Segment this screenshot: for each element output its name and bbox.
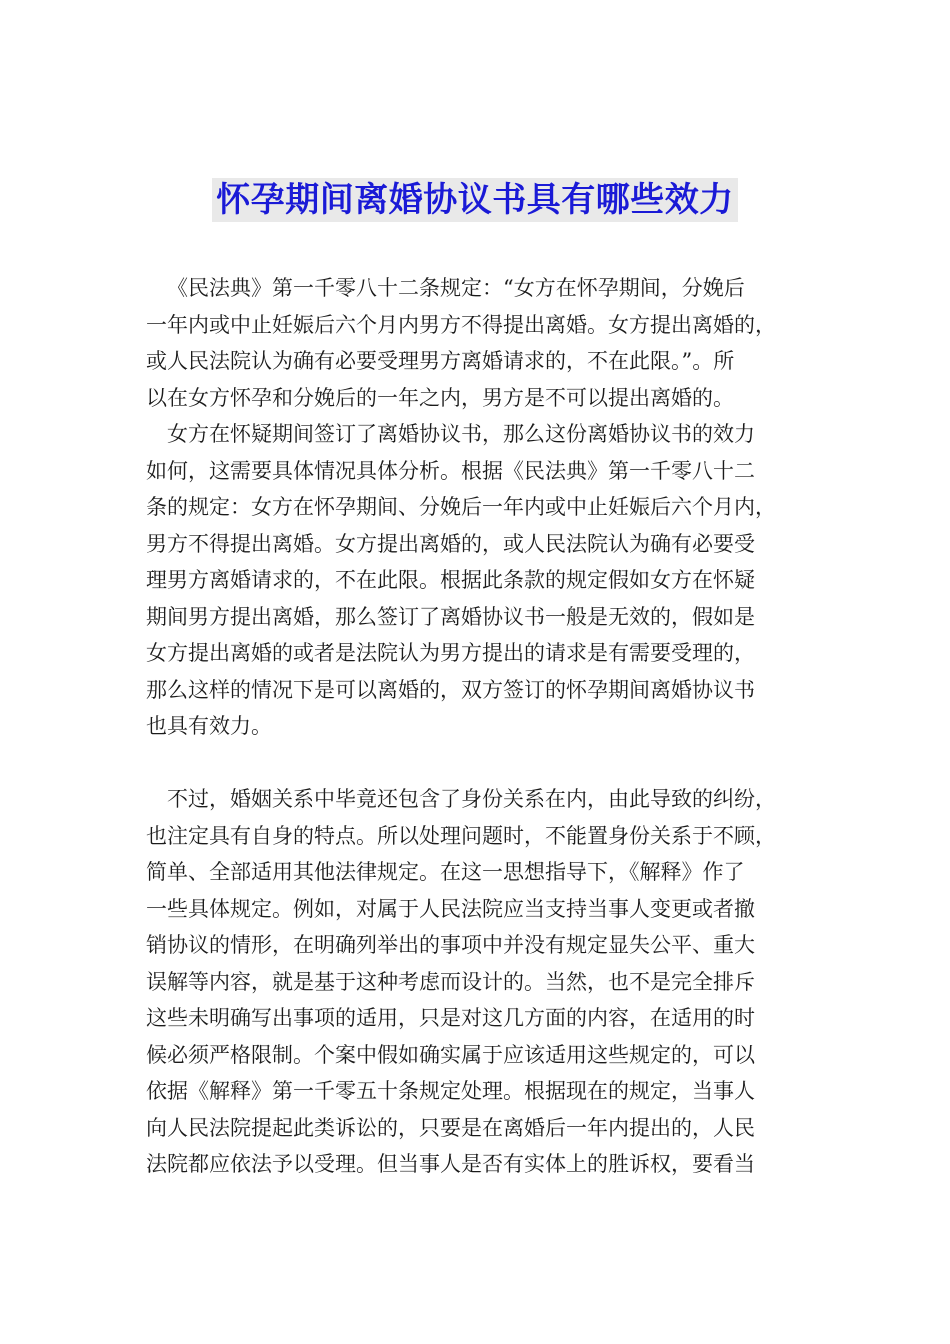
text-line: 期间男方提出离婚，那么签订了离婚协议书一般是无效的，假如是 xyxy=(146,604,755,629)
text-line: 女方提出离婚的或者是法院认为男方提出的请求是有需要受理的， xyxy=(146,641,755,665)
text-line: 《民法典》第一千零八十二条规定：“女方在怀孕期间，分娩后 xyxy=(167,276,745,300)
text-line: 误解等内容，就是基于这种考虑而设计的。当然，也不是完全排斥 xyxy=(146,969,755,994)
paragraph-spacer xyxy=(146,745,810,782)
text-line: 如何，这需要具体情况具体分析。根据《民法典》第一千零八十二 xyxy=(146,458,755,483)
text-line: 法院都应依法予以受理。但当事人是否有实体上的胜诉权，要看当 xyxy=(146,1152,755,1176)
text-line: 不过，婚姻关系中毕竟还包含了身份关系在内，由此导致的纠纷， xyxy=(167,787,776,811)
text-line: 这些未明确写出事项的适用，只是对这几方面的内容，在适用的时 xyxy=(146,1006,755,1030)
text-line: 候必须严格限制。个案中假如确实属于应该适用这些规定的，可以 xyxy=(146,1042,755,1067)
text-line: 向人民法院提起此类诉讼的，只要是在离婚后一年内提出的，人民 xyxy=(146,1115,755,1140)
document-body xyxy=(146,270,810,1183)
text-line: 条的规定：女方在怀孕期间、分娩后一年内或中止妊娠后六个月内， xyxy=(146,495,776,519)
text-line: 销协议的情形，在明确列举出的事项中并没有规定显失公平、重大 xyxy=(146,933,755,957)
paragraph-2 xyxy=(146,416,810,745)
text-line: 或人民法院认为确有必要受理男方离婚请求的，不在此限。”。所 xyxy=(146,349,735,373)
document-title: 怀孕期间离婚协议书具有哪些效力 xyxy=(212,178,738,222)
text-line: 依据《解释》第一千零五十条规定处理。根据现在的规定，当事人 xyxy=(146,1079,755,1103)
text-line: 男方不得提出离婚。女方提出离婚的，或人民法院认为确有必要受 xyxy=(146,531,755,556)
title-container xyxy=(0,178,950,222)
text-line: 也注定具有自身的特点。所以处理问题时，不能置身份关系于不顾， xyxy=(146,823,776,848)
text-line: 以在女方怀孕和分娩后的一年之内，男方是不可以提出离婚的。 xyxy=(146,385,734,410)
text-line: 也具有效力。 xyxy=(146,714,272,738)
paragraph-3 xyxy=(146,781,810,1183)
text-line: 一年内或中止妊娠后六个月内男方不得提出离婚。女方提出离婚的， xyxy=(146,312,776,337)
paragraph-1 xyxy=(146,270,810,416)
text-line: 简单、全部适用其他法律规定。在这一思想指导下，《解释》作了 xyxy=(146,860,745,884)
text-line: 那么这样的情况下是可以离婚的，双方签订的怀孕期间离婚协议书 xyxy=(146,677,755,702)
text-line: 一些具体规定。例如，对属于人民法院应当支持当事人变更或者撤 xyxy=(146,896,755,921)
text-line: 理男方离婚请求的，不在此限。根据此条款的规定假如女方在怀疑 xyxy=(146,568,755,592)
text-line: 女方在怀疑期间签订了离婚协议书，那么这份离婚协议书的效力 xyxy=(167,422,755,446)
